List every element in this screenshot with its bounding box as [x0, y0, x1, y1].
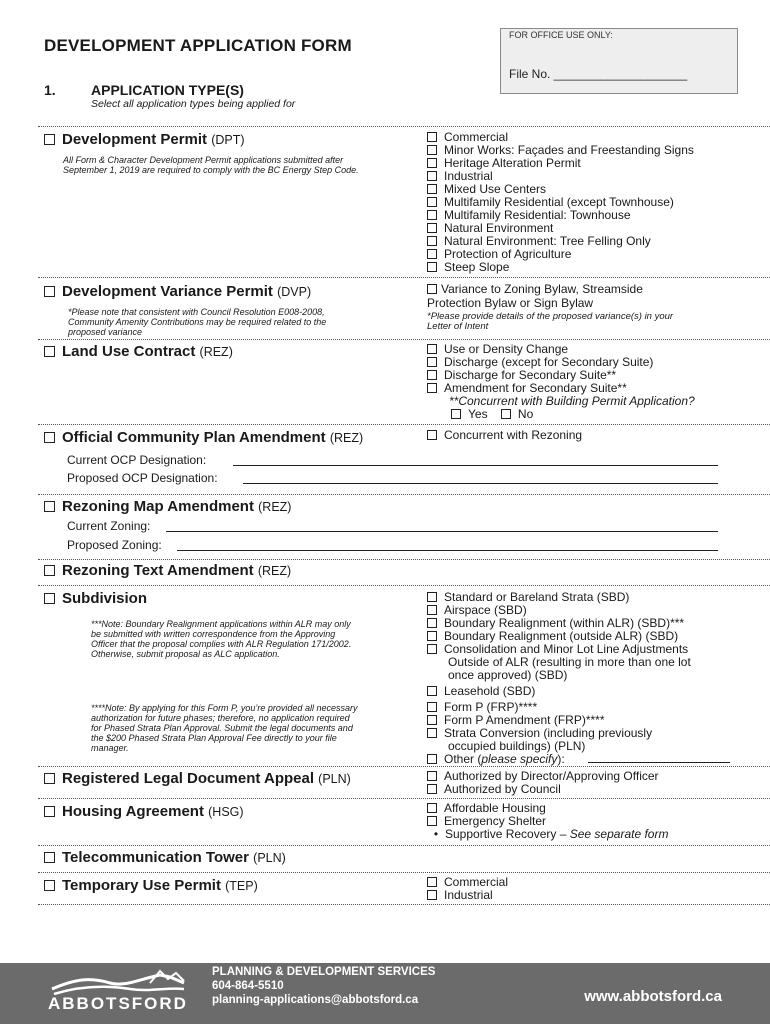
checkbox[interactable] — [427, 803, 437, 813]
option-item[interactable]: Mixed Use Centers — [427, 183, 694, 196]
subdivision-options: Standard or Bareland Strata (SBD) Airspace (SBD) Boundary Realignment (within ALR) (SBD)*** Boundary Realignment (outside ALR) (SBD) Consolidation and Minor Lot Line Adjustments Outside of ALR (resulting in more than one lot once approved) (SBD) Leasehold (SBD) Form P (FRP)**** Form P Amendment (FRP)**** Strata Conversion (including previously occupied buildings) (PLN) Other (please specify): — [427, 591, 691, 766]
checkbox[interactable] — [427, 728, 437, 738]
rld-options — [427, 770, 659, 796]
checkbox[interactable] — [44, 432, 55, 443]
option-item[interactable]: Protection of Agriculture — [427, 248, 694, 261]
abbotsford-logo-icon — [50, 969, 186, 995]
checkbox[interactable] — [427, 249, 437, 259]
proposed-ocp-input[interactable] — [243, 483, 718, 484]
checkbox[interactable] — [44, 773, 55, 784]
other-specify-input[interactable] — [588, 762, 730, 763]
form-title: DEVELOPMENT APPLICATION FORM — [44, 36, 352, 55]
divider — [38, 339, 770, 340]
checkbox[interactable] — [427, 357, 437, 367]
hsg-options — [427, 802, 668, 841]
checkbox[interactable] — [427, 816, 437, 826]
checkbox-yes[interactable] — [451, 409, 461, 419]
divider — [38, 424, 770, 425]
bullet-icon: • — [433, 827, 439, 841]
dvp-options: Variance to Zoning Bylaw, Streamside Protection Bylaw or Sign Bylaw *Please provide details of the proposed variance(s) in your Letter of Intent — [427, 282, 674, 332]
divider — [38, 798, 770, 799]
option-item[interactable]: Use or Density Change — [427, 343, 695, 356]
option-item[interactable]: Discharge for Secondary Suite** — [427, 369, 695, 382]
footer-phone: 604-864-5510 — [212, 980, 284, 992]
option-item[interactable]: Strata Conversion (including previously — [427, 727, 691, 740]
divider — [38, 845, 770, 846]
divider — [38, 277, 770, 278]
permit-code: (DPT) — [211, 133, 245, 147]
option-item[interactable]: Leasehold (SBD) — [427, 685, 691, 698]
checkbox[interactable] — [427, 877, 437, 887]
permit-luc[interactable]: Land Use Contract (REZ) — [44, 343, 233, 360]
checkbox[interactable] — [44, 501, 55, 512]
option-item[interactable]: Steep Slope — [427, 261, 694, 274]
checkbox[interactable] — [427, 784, 437, 794]
proposed-ocp-label: Proposed OCP Designation: — [67, 471, 218, 485]
tup-options — [427, 876, 508, 902]
option-item[interactable]: Consolidation and Minor Lot Line Adjustments — [427, 643, 691, 656]
option-item[interactable]: Authorized by Director/Approving Officer — [427, 770, 659, 783]
checkbox[interactable] — [44, 880, 55, 891]
luc-options: Use or Density Change Discharge (except for Secondary Suite) Discharge for Secondary Suite** Amendment for Secondary Suite** **Concurrent with Building Permit Application? Yes No — [427, 343, 695, 421]
bullet-item: • Supportive Recovery – See separate form — [427, 828, 668, 841]
divider — [38, 904, 770, 905]
option-item[interactable]: Discharge (except for Secondary Suite) — [427, 356, 695, 369]
section-title: APPLICATION TYPE(S) — [91, 82, 244, 98]
current-ocp-input[interactable] — [233, 465, 718, 466]
section-number: 1. — [44, 82, 56, 98]
footer-website-link[interactable]: www.abbotsford.ca — [584, 988, 722, 1005]
footer — [0, 963, 770, 1024]
checkbox[interactable] — [427, 197, 437, 207]
current-zoning-input[interactable] — [166, 531, 718, 532]
checkbox[interactable] — [427, 644, 437, 654]
permit-name: Development Permit — [62, 131, 208, 148]
option-item[interactable]: Commercial — [427, 131, 694, 144]
subdivision-note-2: ****Note: By applying for this Form P, you’re provided all necessary authorization for future phases; therefore, no application required for Phased Strata Plan Approval. Submit the legal documents and the $200 Phased Strata Plan Approval Fee directly to your file manager. — [91, 703, 358, 753]
checkbox[interactable] — [427, 145, 437, 155]
checkbox[interactable] — [427, 631, 437, 641]
office-use-label: FOR OFFICE USE ONLY: — [509, 30, 613, 40]
permit-dvp[interactable]: Development Variance Permit (DVP) — [44, 283, 311, 300]
option-item[interactable]: Boundary Realignment (within ALR) (SBD)*** — [427, 617, 691, 630]
option-item[interactable]: Standard or Bareland Strata (SBD) — [427, 591, 691, 604]
permit-legal-document-appeal[interactable]: Registered Legal Document Appeal (PLN) — [44, 770, 351, 787]
option-item[interactable]: Commercial — [427, 876, 508, 889]
option-item[interactable]: Natural Environment — [427, 222, 694, 235]
divider — [38, 872, 770, 873]
option-item[interactable]: Amendment for Secondary Suite** — [427, 382, 695, 395]
checkbox[interactable] — [427, 344, 437, 354]
checkbox[interactable] — [427, 171, 437, 181]
permit-dpt[interactable] — [44, 131, 245, 148]
current-zoning-label: Current Zoning: — [67, 519, 151, 533]
dpt-options — [427, 131, 694, 274]
proposed-zoning-input[interactable] — [177, 550, 718, 551]
checkbox[interactable] — [44, 565, 55, 576]
logo-text: ABBOTSFORD — [48, 994, 188, 1013]
checkbox[interactable] — [427, 702, 437, 712]
footer-department: PLANNING & DEVELOPMENT SERVICES — [212, 966, 436, 978]
option-item[interactable]: Natural Environment: Tree Felling Only — [427, 235, 694, 248]
checkbox-no[interactable] — [501, 409, 511, 419]
option-item[interactable]: Industrial — [427, 889, 508, 902]
checkbox[interactable] — [427, 605, 437, 615]
dvp-note: *Please note that consistent with Council Resolution E008-2008, Community Amenity Contributions may be required related to the proposed variance — [68, 307, 327, 337]
permit-telecommunication-tower[interactable]: Telecommunication Tower (PLN) — [44, 849, 286, 866]
option-item[interactable]: Affordable Housing — [427, 802, 668, 815]
permit-temporary-use[interactable]: Temporary Use Permit (TEP) — [44, 877, 258, 894]
divider — [38, 494, 770, 495]
checkbox[interactable] — [427, 754, 437, 764]
dvp-option-note: *Please provide details of the proposed variance(s) in your Letter of Intent — [427, 311, 674, 332]
checkbox[interactable] — [427, 592, 437, 602]
option-item[interactable]: Multifamily Residential (except Townhouse) — [427, 196, 694, 209]
checkbox[interactable] — [427, 686, 437, 696]
permit-subdivision[interactable]: Subdivision — [44, 590, 147, 607]
permit-rezoning-map[interactable]: Rezoning Map Amendment (REZ) — [44, 498, 291, 515]
option-item[interactable]: Concurrent with Rezoning — [427, 429, 582, 442]
checkbox[interactable] — [44, 134, 55, 145]
checkbox[interactable] — [427, 132, 437, 142]
checkbox[interactable] — [44, 593, 55, 604]
yes-no-row: Yes No — [427, 408, 695, 421]
option-item[interactable]: Authorized by Council — [427, 783, 659, 796]
checkbox[interactable] — [427, 370, 437, 380]
option-item[interactable]: Multifamily Residential: Townhouse — [427, 209, 694, 222]
checkbox[interactable] — [44, 806, 55, 817]
divider — [38, 559, 770, 560]
ocp-options — [427, 429, 582, 442]
option-item[interactable]: Industrial — [427, 170, 694, 183]
proposed-zoning-label: Proposed Zoning: — [67, 538, 162, 552]
option-item[interactable]: Heritage Alteration Permit — [427, 157, 694, 170]
option-item[interactable]: Emergency Shelter — [427, 815, 668, 828]
checkbox[interactable] — [427, 383, 437, 393]
option-item[interactable]: Variance to Zoning Bylaw, Streamside — [427, 283, 673, 296]
office-use-box — [500, 28, 738, 94]
option-item[interactable]: Boundary Realignment (outside ALR) (SBD) — [427, 630, 691, 643]
checkbox[interactable] — [427, 430, 437, 440]
permit-rezoning-text[interactable]: Rezoning Text Amendment (REZ) — [44, 562, 291, 579]
permit-housing-agreement[interactable]: Housing Agreement (HSG) — [44, 803, 244, 820]
checkbox[interactable] — [427, 223, 437, 233]
checkbox[interactable] — [44, 852, 55, 863]
permit-ocp[interactable]: Official Community Plan Amendment (REZ) — [44, 429, 363, 446]
dpt-note: All Form & Character Development Permit applications submitted after September 1, 2019 are required to comply with the BC Energy Step Code. — [63, 155, 359, 175]
divider — [38, 585, 770, 586]
checkbox[interactable] — [427, 771, 437, 781]
checkbox[interactable] — [427, 715, 437, 725]
subdivision-note-1: ***Note: Boundary Realignment applications within ALR may only be submitted with written correspondence from the Approving Officer that the proposal complies with ALR Regulation 171/2002. Otherwise, submit proposal as ALC application. — [91, 619, 352, 659]
divider — [38, 766, 770, 767]
section-subtitle: Select all application types being applied for — [91, 98, 296, 110]
current-ocp-label: Current OCP Designation: — [67, 453, 207, 467]
checkbox[interactable] — [427, 618, 437, 628]
option-item[interactable]: Airspace (SBD) — [427, 604, 691, 617]
checkbox[interactable] — [427, 890, 437, 900]
checkbox[interactable] — [427, 210, 437, 220]
checkbox[interactable] — [427, 262, 437, 272]
checkbox[interactable] — [44, 346, 55, 357]
checkbox[interactable] — [427, 236, 437, 246]
checkbox[interactable] — [44, 286, 55, 297]
option-item[interactable]: Form P Amendment (FRP)**** — [427, 714, 691, 727]
checkbox[interactable] — [427, 284, 437, 294]
option-item[interactable]: Form P (FRP)**** — [427, 701, 691, 714]
divider — [38, 126, 770, 127]
option-item-other[interactable]: Other (please specify): — [427, 753, 691, 766]
file-number-field[interactable]: File No. ____________________ — [509, 67, 688, 81]
option-item[interactable]: Minor Works: Façades and Freestanding Signs — [427, 144, 694, 157]
checkbox[interactable] — [427, 158, 437, 168]
footer-email-link[interactable]: planning-applications@abbotsford.ca — [212, 994, 419, 1006]
checkbox[interactable] — [427, 184, 437, 194]
